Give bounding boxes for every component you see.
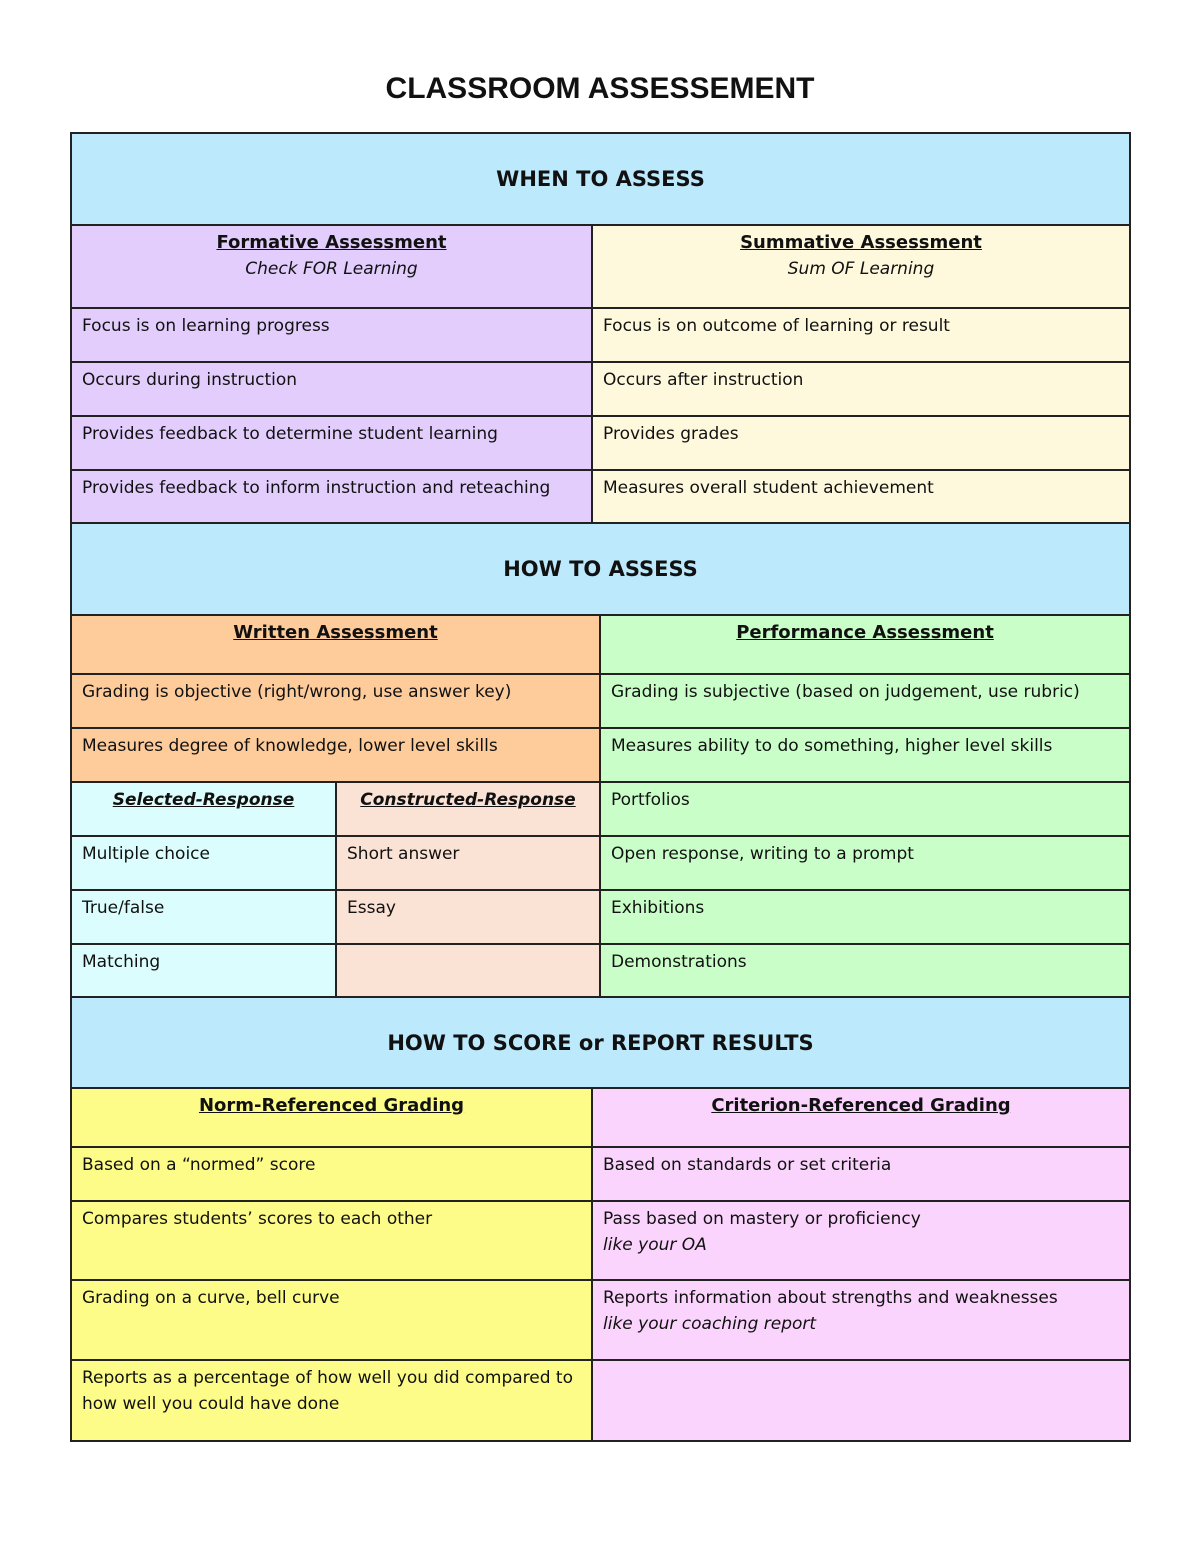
performance-row: Portfolios — [599, 781, 1131, 837]
performance-row: Grading is subjective (based on judgement, use rubric) — [599, 673, 1131, 729]
summative-subtitle: Sum OF Learning — [787, 259, 935, 279]
summative-row: Occurs after instruction — [591, 361, 1131, 417]
criterion-row — [591, 1200, 1131, 1281]
formative-row: Focus is on learning progress — [70, 307, 593, 363]
section-how-to-score: HOW TO SCORE or REPORT RESULTS — [70, 996, 1131, 1089]
criterion-row — [591, 1359, 1131, 1442]
written-row: Grading is objective (right/wrong, use answer key) — [70, 673, 601, 729]
criterion-row-text: Reports information about strengths and weaknesses — [603, 1288, 1058, 1308]
summative-row: Provides grades — [591, 415, 1131, 471]
constructed-response-row: Short answer — [335, 835, 601, 891]
norm-row: Compares students’ scores to each other — [70, 1200, 593, 1281]
selected-response-row: Multiple choice — [70, 835, 337, 891]
selected-response-row: True/false — [70, 889, 337, 945]
summative-row: Measures overall student achievement — [591, 469, 1131, 524]
selected-response-row: Matching — [70, 943, 337, 998]
norm-row: Based on a “normed” score — [70, 1146, 593, 1202]
constructed-response-title: Constructed-Response — [360, 790, 576, 810]
criterion-row-note: like your coaching report — [603, 1314, 817, 1334]
formative-row: Provides feedback to determine student learning — [70, 415, 593, 471]
performance-row: Measures ability to do something, higher level skills — [599, 727, 1131, 783]
criterion-header — [591, 1087, 1131, 1148]
constructed-response-row: Essay — [335, 889, 601, 945]
norm-title: Norm-Referenced Grading — [198, 1095, 465, 1116]
selected-response-header — [70, 781, 337, 837]
norm-row: Grading on a curve, bell curve — [70, 1279, 593, 1361]
performance-title: Performance Assessment — [736, 622, 994, 643]
page-title: CLASSROOM ASSESSEMENT — [385, 72, 815, 105]
selected-response-title: Selected-Response — [112, 790, 295, 810]
criterion-row-text: Pass based on mastery or proficiency — [603, 1209, 921, 1229]
formative-subtitle: Check FOR Learning — [245, 259, 418, 279]
summative-title: Summative Assessment — [740, 232, 982, 253]
criterion-row — [591, 1279, 1131, 1361]
formative-row: Occurs during instruction — [70, 361, 593, 417]
performance-row: Open response, writing to a prompt — [599, 835, 1131, 891]
constructed-response-header — [335, 781, 601, 837]
summative-header — [591, 224, 1131, 309]
norm-header — [70, 1087, 593, 1148]
written-title: Written Assessment — [233, 622, 438, 643]
criterion-row-note: like your OA — [603, 1235, 707, 1255]
criterion-title: Criterion-Referenced Grading — [711, 1095, 1011, 1116]
formative-row: Provides feedback to inform instruction and reteaching — [70, 469, 593, 524]
criterion-row-text: Based on standards or set criteria — [603, 1155, 892, 1175]
criterion-row — [591, 1146, 1131, 1202]
performance-header — [599, 614, 1131, 675]
summative-row: Focus is on outcome of learning or result — [591, 307, 1131, 363]
performance-row: Exhibitions — [599, 889, 1131, 945]
section-when-to-assess: WHEN TO ASSESS — [70, 132, 1131, 226]
written-header — [70, 614, 601, 675]
formative-header — [70, 224, 593, 309]
formative-title: Formative Assessment — [216, 232, 447, 253]
constructed-response-row — [335, 943, 601, 998]
written-row: Measures degree of knowledge, lower level skills — [70, 727, 601, 783]
norm-row: Reports as a percentage of how well you did compared to how well you could have done — [70, 1359, 593, 1442]
section-how-to-assess: HOW TO ASSESS — [70, 522, 1131, 616]
performance-row: Demonstrations — [599, 943, 1131, 998]
